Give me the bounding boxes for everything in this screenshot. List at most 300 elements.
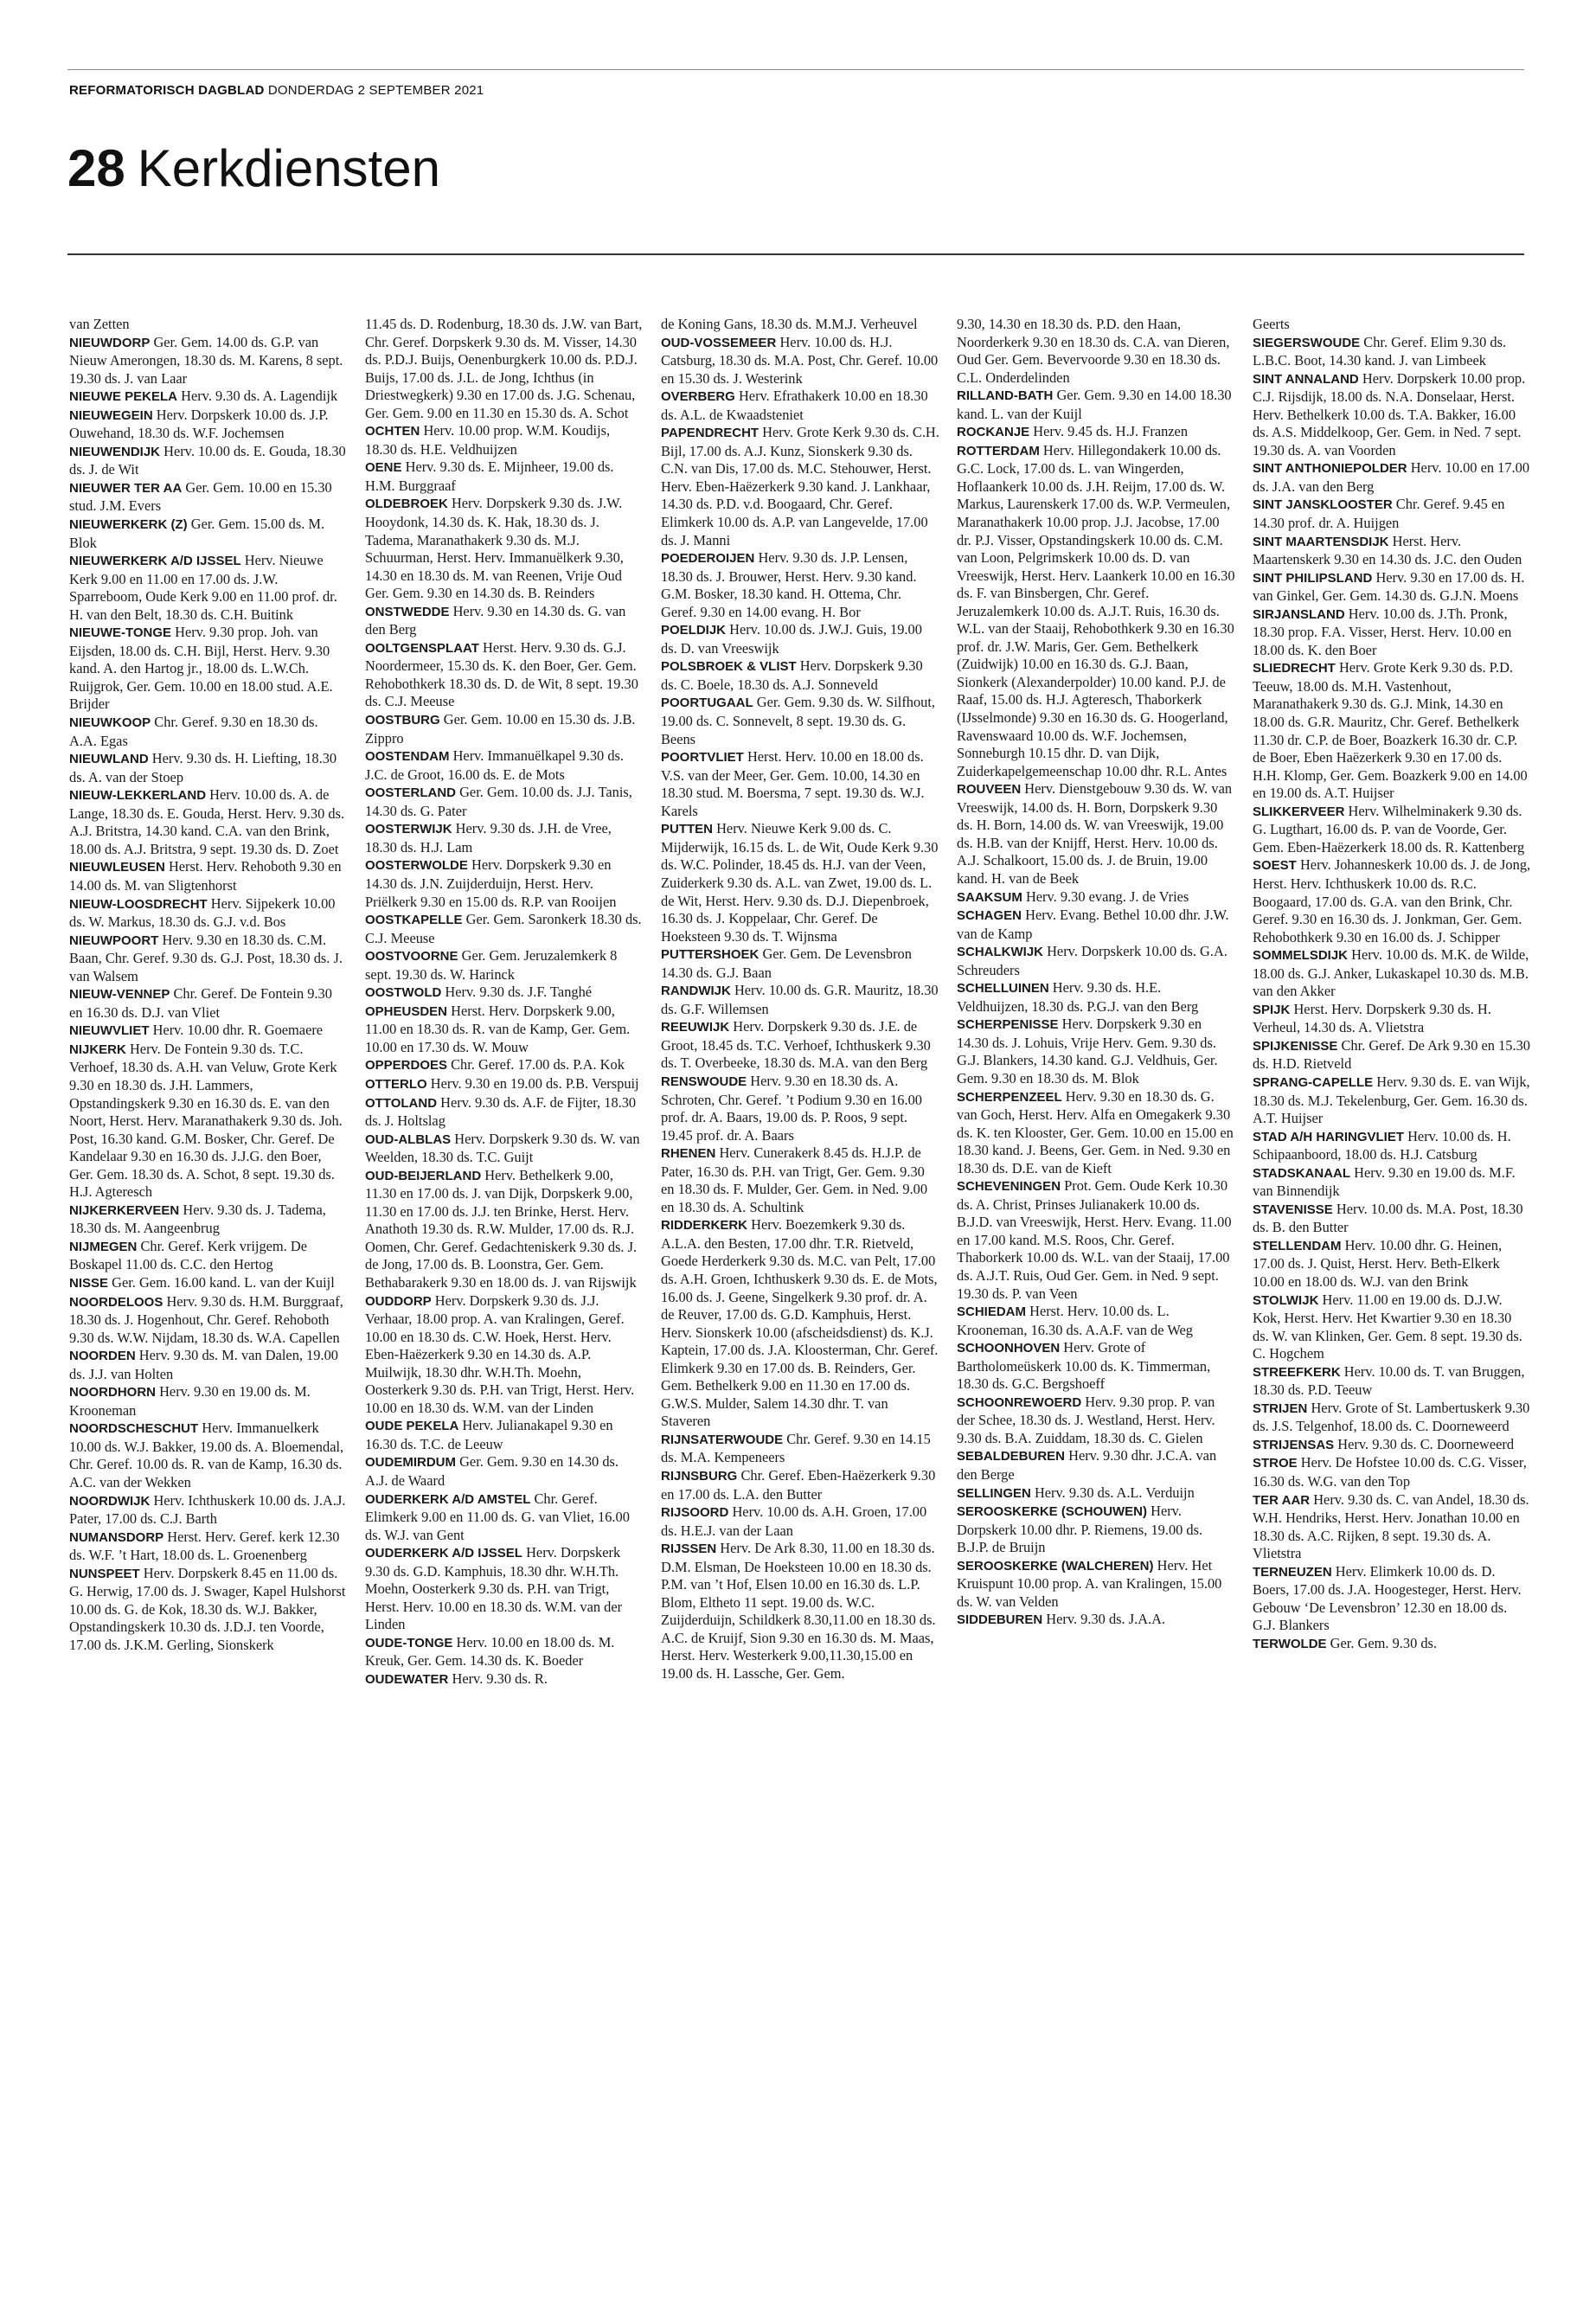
service-details: Ger. Gem. 9.30 en 14.30 ds. A.J. de Waard [365, 1453, 619, 1489]
service-details: Herv. 9.30 ds. R. [448, 1670, 548, 1688]
service-entry [365, 422, 644, 458]
service-entry [69, 1347, 348, 1383]
service-entry [957, 1177, 1235, 1303]
service-details: Chr. Geref. 9.30 en 18.30 ds. A.A. Egas [69, 714, 318, 749]
service-details: Herv. 10.00 dhr. R. Goemaere [149, 1022, 324, 1039]
place-name: NOORDHORN [69, 1385, 156, 1400]
service-details: Herv. 9.45 ds. H.J. Franzen [1029, 423, 1189, 440]
service-details: Herv. 9.30 ds. H.E. Veldhuijzen, 18.30 ds. P.G.J. van den Berg [957, 979, 1199, 1015]
service-entry [1253, 1292, 1531, 1363]
service-entry [69, 932, 348, 986]
service-entry [1253, 569, 1531, 606]
place-name: POEDEROIJEN [661, 551, 755, 567]
service-details: Ger. Gem. Jeruzalemkerk 8 sept. 19.30 ds. W. Harinck [365, 947, 618, 983]
service-entry [365, 820, 644, 856]
service-details: Herv. Grote of St. Lambertuskerk 9.30 ds. J.S. Telgenhof, 18.00 ds. C. Doorneweerd [1253, 1399, 1530, 1435]
service-details: Herv. 9.30 en 18.30 ds. G. van Goch, Herst. Herv. Alfa en Omegakerk 9.30 ds. K. ten Klooster, Ger. Gem. 10.00 en 15.00 en 18.30 kand. J. Beens, Ger. Gem. in Ned. 9.30 en 18.30 ds. D.E. van de Kieft [957, 1087, 1234, 1176]
place-name: NIEUW-LEKKERLAND [69, 788, 207, 804]
service-entry [69, 552, 348, 624]
service-entry [661, 748, 939, 820]
service-details: Herv. Cunerakerk 8.45 ds. H.J.P. de Pater, 16.30 ds. P.H. van Trigt, Ger. Gem. 9.30 en 18.30 ds. F. Mulder, Ger. Gem. in Ned. 9.00 en 18.30 ds. A. Schultink [661, 1144, 928, 1215]
place-name: OPHEUSDEN [365, 1003, 448, 1019]
place-name: ONSTWEDDE [365, 604, 450, 619]
place-name: NIEUW-LOOSDRECHT [69, 896, 208, 912]
service-entry [1253, 1237, 1531, 1292]
service-details: Herv. 9.30 ds. E. Mijnheer, 19.00 ds. H.M. Burggraaf [365, 458, 614, 494]
place-name: OOSTKAPELLE [365, 913, 463, 928]
place-name: OTTERLO [365, 1076, 427, 1092]
place-name: RANDWIJK [661, 984, 731, 999]
service-entry [957, 423, 1235, 442]
service-entry [365, 784, 644, 820]
place-name: SIEGERSWOUDE [1253, 335, 1361, 350]
place-name: STAD A/H HARINGVLIET [1253, 1129, 1404, 1144]
service-entry [365, 856, 644, 911]
service-details: Herv. Julianakapel 9.30 en 16.30 ds. T.C. de Leeuw [365, 1417, 613, 1452]
service-details: Chr. Geref. De Fontein 9.30 en 16.30 ds. D.J. van Vliet [69, 985, 332, 1021]
service-details: Herv. Bethelkerk 9.00, 11.30 en 17.00 ds. J. van Dijk, Dorpskerk 9.00, 11.30 en 17.00 ds. J.J. ten Brinke, Herst. Herv. Anathoth 19.30 ds. R.W. Mulder, 17.00 ds. R.J. Oomen, Chr. Geref. Gedachteniskerk 9.30 ds. J. de Jong, 17.00 ds. B. Loonstra, Ger. Gem. Bethabarakerk 9.30 en 18.00 ds. J. van Rijswijk [365, 1166, 638, 1291]
service-details: Herv. 11.00 en 19.00 ds. D.J.W. Kok, Herst. Herv. Het Kwartier 9.30 en 18.30 ds. W. van Klinken, Ger. Gem. 8 sept. 19.30 ds. C. Hogchem [1253, 1291, 1522, 1362]
place-name: NIEUWVLIET [69, 1023, 150, 1039]
place-name: OOSTERWIJK [365, 822, 452, 837]
service-details: Ger. Gem. 14.00 ds. G.P. van Nieuw Amerongen, 18.30 ds. M. Karens, 8 sept. 19.30 ds. J. van Laar [69, 333, 343, 387]
service-details: Herv. 10.00 ds. J.Th. Pronk, 18.30 prop. F.A. Visser, Herst. Herv. 10.00 en 18.00 ds. K. den Boer [1253, 605, 1512, 658]
service-details: Herv. 10.00 ds. E. Gouda, 18.30 ds. J. de Wit [69, 442, 346, 478]
service-entry [1253, 1037, 1531, 1074]
service-details: Herv. 10.00 ds. A. de Lange, 18.30 ds. E. Gouda, Herst. Herv. 9.30 ds. A.J. Britstra, 14.30 kand. C.A. van den Brink, 18.00 ds. A.J. Britstra, 9 sept. 19.30 ds. D. Zoet [69, 786, 345, 857]
service-details: de Koning Gans, 18.30 ds. M.M.J. Verheuvel [661, 316, 918, 332]
place-name: SCHALKWIJK [957, 945, 1043, 960]
service-details: Herv. 9.30 ds. H.M. Burggraaf, 18.30 ds. J. Hogenhout, Chr. Geref. Rehoboth 9.30 ds. W.W. Nijdam, 18.30 ds. W.A. Capellen [69, 1292, 343, 1346]
service-entry [365, 458, 644, 495]
service-details: Chr. Geref. Elimkerk 9.00 en 11.00 ds. G. van Vliet, 16.00 ds. W.J. van Gent [365, 1490, 630, 1543]
place-name: SINT MAARTENSDIJK [1253, 534, 1389, 549]
service-entry [69, 1274, 348, 1293]
service-details: Herv. 9.30 ds. A. Lagendijk [177, 388, 338, 405]
place-name: STREEFKERK [1253, 1364, 1341, 1380]
place-name: SELLINGEN [957, 1485, 1031, 1501]
service-entry [69, 895, 348, 932]
service-details: Chr. Geref. Elim 9.30 ds. L.B.C. Boot, 14.30 kand. J. van Limbeek [1253, 333, 1507, 369]
service-details: Herv. 10.00 ds. J.W.J. Guis, 19.00 ds. D. van Vreeswijk [661, 621, 922, 657]
place-name: SLIEDRECHT [1253, 661, 1336, 676]
place-name: OENE [365, 460, 402, 476]
service-entry [957, 1557, 1235, 1612]
service-details: Herv. 10.00 ds. M.K. de Wilde, 18.00 ds. G.J. Anker, Lukaskapel 10.30 ds. M.B. van den Akker [1253, 946, 1529, 1000]
place-name: NOORDWIJK [69, 1493, 151, 1509]
section-title: Kerkdiensten [137, 139, 440, 197]
service-details: Herv. 9.30 prop. Joh. van Eijsden, 18.00 ds. C.H. Bijl, Herst. Herv. 9.30 kand. A. den Hartog jr., 18.00 ds. L.W.Ch. Ruijgrok, Ger. Gem. 10.00 en 18.00 stud. A.E. Brijder [69, 624, 333, 713]
service-entry [957, 442, 1235, 780]
place-name: OUD-BEIJERLAND [365, 1168, 482, 1183]
service-entry [365, 947, 644, 984]
service-entry [661, 945, 939, 982]
service-entry [1253, 803, 1531, 857]
service-details: Chr. Geref. 9.30 en 14.15 ds. M.A. Kempeneers [661, 1430, 931, 1466]
service-details: Herst. Herv. 10.00 en 18.00 ds. V.S. van der Meer, Ger. Gem. 10.00, 14.30 en 18.30 stud. M. Boersma, 7 sept. 19.30 ds. W.J. Karels [661, 748, 925, 819]
place-name: RIJSSEN [661, 1541, 717, 1557]
place-name: TER AAR [1253, 1492, 1311, 1508]
service-entry [661, 334, 939, 388]
column-2 [365, 316, 644, 2279]
service-details: Ger. Gem. Saronkerk 18.30 ds. C.J. Meeuse [365, 911, 642, 946]
service-entry [1253, 606, 1531, 660]
service-details: Ger. Gem. 10.00 ds. J.J. Tanis, 14.30 ds. G. Pater [365, 784, 632, 819]
service-entry [661, 982, 939, 1018]
page-heading [67, 138, 440, 199]
service-details: Herv. De Ark 8.30, 11.00 en 18.30 ds. D.M. Elsman, De Hoeksteen 10.00 en 18.30 ds. P.M. van ’t Hof, Elsen 10.00 en 16.30 ds. L.P. Blom, Eltheto 11 sept. 19.00 ds. W.C. Zuijderduijn, Schildkerk 8.30,11.00 en 18.30 ds. A.C. de Kruijf, Sion 9.30 en 16.30 ds. M. Maas, Herst. Herv. Westerkerk 9.00,11.30,15.00 en 19.00 ds. H. Lassche, Ger. Gem. [661, 1540, 936, 1682]
service-entry [69, 479, 348, 516]
place-name: STAVENISSE [1253, 1202, 1333, 1217]
place-name: OUDE-TONGE [365, 1635, 453, 1650]
service-details: Herv. 9.30 ds. M. van Dalen, 19.00 ds. J.J. van Holten [69, 1347, 338, 1382]
service-details: Herv. Dorpskerk 9.30 ds. W. van Weelden, 18.30 ds. T.C. Guijt [365, 1130, 640, 1166]
place-name: SCHOONHOVEN [957, 1341, 1061, 1356]
service-entry [1253, 370, 1531, 460]
service-entry [661, 694, 939, 748]
service-entry [661, 424, 939, 549]
place-name: OTTOLAND [365, 1095, 438, 1111]
service-entry [69, 443, 348, 479]
service-details: Herv. Hillegondakerk 10.00 ds. G.C. Lock, 17.00 ds. L. van Wingerden, Hoflaankerk 10.00 ds. J.H. Reijm, 17.00 ds. W. Markus, Laurenskerk 17.00 ds. W.P. Vermeulen, Maranathakerk 10.00 prop. J.J. Jacobse, 17.00 dr. P.J. Visser, Opstandingskerk 10.00 ds. C.M. van Loon, Pelgrimskerk 10.00 ds. D. van Vreeswijk, Herst. Herv. Laankerk 10.00 en 16.30 ds. F. van Binsbergen, Chr. Geref. Jeruzalemkerk 10.00 ds. A.J.T. Ruis, 16.30 ds. W.L. van der Staaij, Rehobothkerk 9.30 en 16.30 prof. dr. J.W. Maris, Ger. Gem. Bethelkerk (Zuidwijk) 10.00 en 16.30 ds. G.J. Baan, Sionkerk (Alexanderpolder) 10.00 kand. P.J. de Raaf, 15.00 ds. H.J. Agteresch, Thaborkerk (IJsselmonde) 9.30 en 16.30 ds. G. Hoogerland, Ravenswaard 10.00 ds. W.F. Jochemsen, Sonneburgh 10.15 dhr. D. van Dijk, Zuiderkapelgemeenschap 10.00 dhr. R.L. Antes [957, 441, 1235, 779]
place-name: PAPENDRECHT [661, 426, 760, 441]
place-name: OOSTERLAND [365, 785, 456, 801]
service-entry [69, 334, 348, 388]
place-name: NIEUWENDIJK [69, 444, 161, 459]
place-name: OVERBERG [661, 389, 735, 405]
service-entry [661, 621, 939, 657]
service-entry [69, 714, 348, 750]
place-name: SPIJK [1253, 1002, 1291, 1017]
service-details: Herv. Dorpskerk 9.30 en 14.30 ds. J. Lohuis, Vrije Herv. Gem. 9.30 ds. G.J. Blankers, 14.30 kand. G.J. Veldhuis, Ger. Gem. 9.30 en 18.30 ds. M. Blok [957, 1016, 1218, 1086]
place-name: STRIJENSAS [1253, 1437, 1335, 1452]
service-entry [661, 1073, 939, 1144]
service-details: Herv. 10.00 ds. H. Schipaanboord, 18.00 ds. H.J. Catsburg [1253, 1127, 1511, 1163]
place-name: SOMMELSDIJK [1253, 948, 1349, 964]
place-name: POELDIJK [661, 623, 727, 638]
service-details: Herv. 9.30 en 19.00 ds. M.F. van Binnendijk [1253, 1163, 1516, 1200]
service-entry [365, 1453, 644, 1490]
service-details: Ger. Gem. 10.00 en 15.30 ds. J.B. Zippro [365, 711, 636, 747]
service-entry [69, 1529, 348, 1565]
service-entry [69, 1238, 348, 1274]
place-name: TERWOLDE [1253, 1636, 1327, 1651]
place-name: NOORDELOOS [69, 1294, 163, 1310]
place-name: NIEUWER TER AA [69, 480, 183, 496]
service-details: Herv. 9.30 evang. J. de Vries [1022, 888, 1189, 905]
place-name: OLDEBROEK [365, 497, 448, 512]
service-details: Herv. 9.30 ds. J.H. de Vree, 18.30 ds. H.J. Lam [365, 820, 612, 856]
service-details: Herv. Elimkerk 10.00 ds. D. Boers, 17.00 ds. J.A. Hoogesteger, Herst. Herv. Gebouw ‘De Levensbron’ 12.30 en 18.00 ds. G.J. Blankers [1253, 1562, 1522, 1634]
service-details: Herv. 9.30 en 19.00 ds. M. Krooneman [69, 1383, 311, 1419]
top-rule [67, 69, 1524, 70]
place-name: RILLAND-BATH [957, 388, 1054, 404]
service-details: Herv. Evang. Bethel 10.00 dhr. J.W. van de Kamp [957, 907, 1229, 942]
heading-rule [67, 253, 1524, 255]
place-name: RIDDERKERK [661, 1218, 748, 1234]
place-name: SPIJKENISSE [1253, 1038, 1338, 1054]
place-name: SCHOONREWOERD [957, 1394, 1082, 1410]
service-details: Herv. 9.30 en 17.00 ds. H. van Ginkel, Ger. Gem. 14.30 ds. G.J.N. Moens [1253, 568, 1525, 605]
service-entry [69, 786, 348, 858]
place-name: NISSE [69, 1275, 109, 1291]
service-entry [957, 1303, 1235, 1339]
service-entry [661, 1144, 939, 1216]
service-details: Herv. Grote of Bartholomeüskerk 10.00 ds. K. Timmerman, 18.30 ds. G.C. Bergshoeff [957, 1339, 1211, 1393]
service-entry [661, 657, 939, 694]
place-name: SCHIEDAM [957, 1304, 1027, 1320]
service-entry [957, 1503, 1235, 1557]
service-details: Ger. Gem. De Levensbron 14.30 ds. G.J. Baan [661, 945, 912, 981]
service-entry [1253, 1001, 1531, 1037]
service-entry [69, 1383, 348, 1420]
place-name: NIEUWERKERK A/D IJSSEL [69, 554, 241, 569]
place-name: NIEUWPOORT [69, 933, 159, 948]
service-entry [365, 1490, 644, 1545]
service-details: Herv. Dienstgebouw 9.30 ds. W. van Vreeswijk, 14.00 ds. H. Born, Dorpskerk 9.30 ds. H. Born, 14.00 ds. W. van Vreeswijk, 19.00 ds. H.B. van der Knijff, Herst. Herv. 10.00 ds. A.J. Schalkoort, 15.00 ds. J. de Bruin, 19.00 kand. H. van de Beek [957, 780, 1233, 887]
service-details: Herv. 9.30 dhr. J.C.A. van den Berge [957, 1447, 1217, 1483]
column-3 [661, 316, 939, 2279]
service-entry [1253, 659, 1531, 802]
service-details: Herv. Dorpskerk 9.30 ds. C. Boele, 18.30 ds. A.J. Sonneveld [661, 657, 923, 693]
service-details: Herv. 9.30 ds. C. Doorneweerd [1334, 1435, 1515, 1452]
service-details: Herv. 10.00 ds. T. van Bruggen, 18.30 ds. P.D. Teeuw [1253, 1362, 1525, 1399]
service-entry [69, 1565, 348, 1655]
place-name: NOORDSCHESCHUT [69, 1421, 199, 1437]
place-name: OUD-VOSSEMEER [661, 335, 777, 350]
service-details: Herv. 10.00 dhr. G. Heinen, 17.00 ds. J. Quist, Herst. Herv. Beth-Elkerk 10.00 en 18.00 ds. W.J. van den Brink [1253, 1236, 1503, 1290]
service-details: Herv. Dorpskerk 8.45 en 11.00 ds. G. Herwig, 17.00 ds. J. Swager, Kapel Hulshorst 10.00 ds. G. de Kok, 18.30 ds. W.J. Bakker, Opstandingskerk 10.30 ds. J.D.J. ten Voorde, 17.00 ds. J.K.M. Gerling, Sionskerk [69, 1564, 346, 1653]
service-details: Herv. Efrathakerk 10.00 en 18.30 ds. A.L. de Kwaadsteniet [661, 388, 928, 423]
place-name: OUDDORP [365, 1293, 432, 1309]
place-name: STADSKANAAL [1253, 1165, 1351, 1181]
place-name: NIEUWE PEKELA [69, 389, 178, 405]
service-details: 9.30, 14.30 en 18.30 ds. P.D. den Haan, Noorderkerk 9.30 en 18.30 ds. C.A. van Dieren, Oud Ger. Gem. Bevervoorde 9.30 en 18.30 ds. C.L. Onderdelinden [957, 316, 1230, 386]
service-details: Herv. Ichthuskerk 10.00 ds. J.A.J. Pater, 17.00 ds. C.J. Barth [69, 1491, 346, 1528]
service-entry [957, 1611, 1235, 1630]
service-details: Chr. Geref. 17.00 ds. P.A. Kok [447, 1056, 625, 1074]
service-entry [957, 1394, 1235, 1448]
service-entry [957, 907, 1235, 943]
place-name: SIDDEBUREN [957, 1612, 1043, 1628]
place-name: OOLTGENSPLAAT [365, 640, 479, 656]
service-details: Herv. 10.00 prop. W.M. Koudijs, 18.30 ds. H.E. Veldhuijzen [365, 422, 611, 458]
service-details: Herv. Nieuwe Kerk 9.00 ds. C. Mijderwijk, 16.15 ds. L. de Wit, Oude Kerk 9.30 ds. W.C. Polinder, 18.45 ds. H.J. van der Veen, Zuiderkerk 9.30 ds. A.L. van Zwet, 19.00 ds. L. de Wit, Herst. Herv. 9.30 ds. D.J. Diepenbroek, 16.30 ds. J. Koppelaar, Chr. Geref. De Hoeksteen 9.30 ds. T. Wijnsma [661, 820, 939, 945]
service-details: Herst. Herv. Dorpskerk 9.00, 11.00 en 18.30 ds. R. van de Kamp, Ger. Gem. 10.00 en 17.30 ds. W. Mouw [365, 1002, 631, 1055]
service-details: Herv. Dorpskerk 10.00 ds. G.A. Schreuders [957, 943, 1227, 978]
service-entry [957, 888, 1235, 907]
place-name: RENSWOUDE [661, 1074, 747, 1089]
service-entry [69, 1420, 348, 1491]
place-name: NIEUWLEUSEN [69, 860, 165, 875]
service-entry [957, 387, 1235, 423]
service-details: Ger. Gem. 9.30 ds. W. Silfhout, 19.00 ds. C. Sonnevelt, 8 sept. 19.30 ds. G. Beens [661, 694, 936, 747]
service-details: Herv. 9.30 ds. J. Tadema, 18.30 ds. M. Aangeenbrug [69, 1201, 326, 1237]
service-details: Herv. Het Kruispunt 10.00 prop. A. van Kralingen, 15.00 ds. W. van Velden [957, 1556, 1222, 1610]
place-name: SOEST [1253, 858, 1297, 874]
service-details: Herst. Herv. Maartenskerk 9.30 en 14.30 ds. J.C. den Ouden [1253, 532, 1522, 568]
place-name: OOSTENDAM [365, 749, 450, 765]
service-details: Herv. 10.00 en 18.00 ds. M. Kreuk, Ger. Gem. 14.30 ds. K. Boeder [365, 1633, 615, 1670]
place-name: NIJKERKERVEEN [69, 1202, 180, 1218]
service-details: Herv. Dorpskerk 10.00 ds. J.P. Ouwehand, 18.30 ds. W.F. Jochemsen [69, 406, 329, 442]
service-details: Herv. Dorpskerk 10.00 prop. C.J. Rijsdijk, 18.00 ds. N.A. Donselaar, Herst. Herv. Bethelkerk 10.00 ds. T.A. Bakker, 16.00 ds. A.S. Middelkoop, Ger. Gem. in Ned. 7 sept. 19.30 ds. A. van Voorden [1253, 369, 1526, 458]
place-name: NOORDEN [69, 1349, 136, 1364]
service-details: Herv. 9.30 ds. A.L. Verduijn [1030, 1484, 1195, 1501]
place-name: RIJNSBURG [661, 1469, 738, 1484]
place-name: NUMANSDORP [69, 1529, 164, 1545]
service-entry [69, 407, 348, 443]
service-entry [1253, 316, 1531, 334]
service-entry [1253, 1436, 1531, 1455]
place-name: OUDEWATER [365, 1672, 449, 1688]
place-name: ROUVEEN [957, 782, 1022, 798]
service-details: Herv. 10.00 ds. G.R. Mauritz, 18.30 ds. G.F. Willemsen [661, 982, 939, 1017]
place-name: STROE [1253, 1456, 1298, 1471]
service-details: Herv. 9.30 en 19.00 ds. P.B. Verspuij [426, 1074, 639, 1092]
place-name: NIEUWLAND [69, 752, 149, 767]
place-name: SEROOSKERKE (SCHOUWEN) [957, 1504, 1148, 1520]
service-entry [1253, 1363, 1531, 1400]
service-entry [661, 388, 939, 424]
place-name: NIJMEGEN [69, 1239, 138, 1254]
service-details: Herv. 9.30 ds. E. van Wijk, 18.30 ds. M.J. Tekelenburg, Ger. Gem. 16.30 ds. A.T. Huijser [1253, 1073, 1530, 1127]
service-entry [957, 979, 1235, 1016]
service-details: Chr. Geref. Eben-Haëzerkerk 9.30 en 17.00 ds. L.A. den Butter [661, 1467, 936, 1503]
place-name: RHENEN [661, 1146, 716, 1162]
place-name: ROTTERDAM [957, 443, 1040, 458]
service-entry [69, 1022, 348, 1041]
place-name: OUD-ALBLAS [365, 1131, 452, 1147]
service-entry [69, 316, 348, 334]
service-entry [1253, 1164, 1531, 1201]
place-name: SEBALDEBUREN [957, 1449, 1066, 1465]
service-details: Herv. 9.30 prop. P. van der Schee, 18.30 ds. J. Westland, Herst. Herv. 9.30 ds. B.A. Zuiddam, 18.30 ds. C. Gielen [957, 1393, 1215, 1446]
service-entry [365, 639, 644, 711]
service-entry [365, 1670, 644, 1689]
place-name: OCHTEN [365, 424, 420, 439]
service-details: Herv. Sijpekerk 10.00 ds. W. Markus, 18.30 ds. G.J. v.d. Bos [69, 894, 336, 931]
service-entry [661, 1540, 939, 1682]
place-name: OOSTERWOLDE [365, 858, 468, 874]
service-details: Herst. Herv. Rehoboth 9.30 en 14.00 ds. M. van Sligtenhorst [69, 858, 342, 894]
service-details: Ger. Gem. 10.00 en 15.30 stud. J.M. Evers [69, 478, 332, 515]
service-entry [365, 1075, 644, 1094]
service-details: Herv. De Fontein 9.30 ds. T.C. Verhoef, 18.30 ds. A.H. van Veluw, Grote Kerk 9.30 en 18.30 ds. J.H. Lammers, Opstandingskerk 9.30 en 16.30 ds. E. van den Noort, Herst. Herv. Maranathakerk 9.30 ds. Joh. Post, 16.30 kand. G.M. Bosker, Chr. Geref. De Kandelaar 9.30 en 16.30 ds. J.J.G. den Boer, Ger. Gem. 18.30 ds. A. Schot, 8 sept. 19.30 ds. H.J. Agteresch [69, 1040, 343, 1201]
service-details: Herv. 9.30 en 14.30 ds. G. van den Berg [365, 602, 626, 638]
service-details: Herv. 9.30 en 18.30 ds. C.M. Baan, Chr. Geref. 9.30 ds. G.J. Post, 18.30 ds. J. van Walsem [69, 931, 343, 984]
service-details: Herv. Johanneskerk 10.00 ds. J. de Jong, Herst. Herv. Ichthuskerk 10.00 ds. R.C. Boogaard, 17.00 ds. G.A. van den Brink, Chr. Geref. 9.30 en 16.30 ds. J. Jonkman, Ger. Gem. Rehobothkerk 9.30 en 16.00 ds. J. Schipper [1253, 856, 1531, 945]
masthead [69, 83, 484, 98]
service-entry [1253, 1491, 1531, 1563]
place-name: OOSTBURG [365, 713, 440, 728]
service-details: van Zetten [69, 316, 130, 332]
service-entry [69, 750, 348, 786]
place-name: SINT ANTHONIEPOLDER [1253, 461, 1407, 477]
service-details: 11.45 ds. D. Rodenburg, 18.30 ds. J.W. van Bart, Chr. Geref. Dorpskerk 9.30 ds. M. Visser, 14.30 ds. P.D.J. Buijs, Oenenburgkerk 10.00 ds. P.D.J. Buijs, 17.00 ds. J.L. de Jong, Ichthus (in Driestwegkerk) 9.30 en 17.00 ds. J.G. Schenau, Ger. Gem. 9.00 en 11.30 en 15.30 ds. A. Schot [365, 316, 643, 421]
place-name: RIJNSATERWOUDE [661, 1432, 784, 1447]
place-name: OUDERKERK A/D IJSSEL [365, 1546, 522, 1561]
service-details: Ger. Gem. 16.00 kand. L. van der Kuijl [108, 1273, 335, 1291]
service-details: Herv. 10.00 ds. M.A. Post, 18.30 ds. B. den Butter [1253, 1200, 1523, 1236]
service-entry [1253, 1400, 1531, 1436]
service-details: Herv. Nieuwe Kerk 9.00 en 11.00 en 17.00 ds. J.W. Sparreboom, Oude Kerk 9.00 en 11.00 prof. dr. H. van den Belt, 18.30 ds. C.H. Buitink [69, 552, 337, 623]
service-entry [365, 495, 644, 602]
service-entry [1253, 1201, 1531, 1237]
service-details: Ger. Gem. 9.30 ds. [1326, 1634, 1438, 1651]
service-details: Herv. Boezemkerk 9.30 ds. A.L.A. den Besten, 17.00 dhr. T.R. Rietveld, Goede Herderkerk 9.30 ds. M.C. van Pelt, 17.00 ds. A.H. Groen, Ichthuskerk 9.30 ds. E. de Mots, 16.00 ds. J. Geene, Singelkerk 9.30 prof. dr. A. de Reuver, 17.00 ds. G.D. Kamphuis, Herst. Herv. Sionskerk 10.00 (afscheidsdienst) ds. K.J. Kaptein, 17.00 ds. J.A. Kloosterman, Chr. Geref. Elimkerk 9.30 en 17.00 ds. B. Reinders, Ger. Gem. Bethelkerk 9.00 en 11.30 en 17.00 ds. G.W.S. Mulder, Salem 14.30 dhr. T. van Staveren [661, 1216, 939, 1430]
service-details: Herv. 9.30 ds. A.F. de Fijter, 18.30 ds. J. Holtslag [365, 1093, 637, 1130]
service-details: Herv. 9.30 ds. H. Liefting, 18.30 ds. A. van der Stoep [69, 750, 337, 785]
place-name: SINT JANSKLOOSTER [1253, 497, 1393, 513]
service-details: Herv. Dorpskerk 9.30 en 14.30 ds. J.N. Zuijderduijn, Herst. Herv. Priëlkerk 9.30 en 15.00 ds. R.P. van Rooijen [365, 856, 617, 910]
service-entry [1253, 533, 1531, 569]
service-details: Herv. 10.00 ds. A.H. Groen, 17.00 ds. H.E.J. van der Laan [661, 1503, 927, 1539]
place-name: PUTTEN [661, 822, 713, 837]
service-entry [1253, 1563, 1531, 1635]
place-name: OUDE PEKELA [365, 1419, 459, 1434]
service-details: Herv. Immanuelkerk 10.00 ds. W.J. Bakker, 19.00 ds. A. Bloemendal, Chr. Geref. 10.00 ds. R. van de Kamp, 16.30 ds. A.C. van der Wekken [69, 1420, 344, 1490]
place-name: REEUWIJK [661, 1020, 730, 1035]
place-name: STOLWIJK [1253, 1292, 1319, 1308]
service-entry [365, 1292, 644, 1418]
service-details: Herv. 10.00 ds. H.J. Catsburg, 18.30 ds. M.A. Post, Chr. Geref. 10.00 en 15.30 ds. J. Westerink [661, 333, 939, 387]
service-entry [661, 1503, 939, 1540]
service-entry [661, 1216, 939, 1431]
service-entry [365, 711, 644, 747]
service-details: Chr. Geref. Kerk vrijgem. De Boskapel 11.00 ds. C.C. den Hertog [69, 1237, 307, 1273]
service-entry [661, 820, 939, 945]
service-entry [365, 1131, 644, 1167]
service-entry [69, 388, 348, 407]
service-details: Herv. 9.30 ds. J.A.A. [1042, 1611, 1166, 1628]
page-number: 28 [67, 139, 125, 197]
place-name: OOSTVOORNE [365, 949, 458, 965]
service-entry [69, 1492, 348, 1529]
service-entry [365, 747, 644, 784]
service-entry [957, 1016, 1235, 1087]
service-details: Herv. Wilhelminakerk 9.30 ds. G. Lugthart, 16.00 ds. P. van de Voorde, Ger. Gem. Eben-Haëzerkerk 18.00 ds. R. Kattenberg [1253, 802, 1525, 856]
place-name: NUNSPEET [69, 1566, 140, 1581]
place-name: SIRJANSLAND [1253, 606, 1345, 622]
service-details: Herv. Grote Kerk 9.30 ds. P.D. Teeuw, 18.00 ds. M.H. Vastenhout, Maranathakerk 9.30 ds. G.J. Mink, 14.30 en 18.00 ds. G.R. Mauritz, Chr. Geref. Bethelkerk 11.30 dr. C.P. de Boer, Boazkerk 16.30 dr. C.P. de Boer, Eben Haëzerkerk 9.30 en 17.00 ds. H.H. Klomp, Ger. Gem. Boazkerk 9.00 en 14.00 en 19.00 ds. A.T. Huijser [1253, 659, 1528, 802]
place-name: POLSBROEK & VLIST [661, 659, 797, 675]
service-entry [1253, 856, 1531, 946]
service-entry [69, 1041, 348, 1202]
place-name: RIJSOORD [661, 1505, 729, 1521]
place-name: NIEUWEGEIN [69, 407, 153, 423]
service-details: Ger. Gem. 9.30 en 14.00 18.30 kand. L. van der Kuijl [957, 387, 1232, 422]
service-details: Herv. Dorpskerk 9.30 ds. J.J. Verhaar, 18.00 prop. A. van Kralingen, Geref. 10.00 en 18.30 ds. C.W. Hoek, Herst. Herv. Eben-Haëzerkerk 9.30 en 14.30 ds. A.P. Muilwijk, 18.30 dhr. W.H.Th. Moehn, Oosterkerk 9.30 ds. P.H. van Trigt, Herst. Herv. 10.00 en 18.30 ds. W.M. van der Linden [365, 1292, 635, 1416]
place-name: OOSTWOLD [365, 985, 442, 1001]
place-name: SINT ANNALAND [1253, 371, 1359, 387]
place-name: SPRANG-CAPELLE [1253, 1074, 1374, 1090]
place-name: NIEUW-VENNEP [69, 987, 170, 1003]
place-name: SINT PHILIPSLAND [1253, 570, 1373, 586]
service-details: Herst. Herv. 9.30 ds. G.J. Noordermeer, 15.30 ds. K. den Boer, Ger. Gem. Rehobothkerk 18.30 ds. D. de Wit, 8 sept. 19.30 ds. C.J. Meeuse [365, 638, 638, 710]
service-entry [1253, 459, 1531, 496]
service-entry [69, 516, 348, 552]
place-name: OUDERKERK A/D AMSTEL [365, 1491, 531, 1507]
service-entry [1253, 1128, 1531, 1164]
service-entry [1253, 1074, 1531, 1128]
issue-date: DONDERDAG 2 SEPTEMBER 2021 [267, 83, 484, 98]
service-details: Herv. Dorpskerk 10.00 dhr. P. Riemens, 19.00 ds. B.J.P. de Bruijn [957, 1503, 1203, 1556]
service-entry [957, 1088, 1235, 1178]
service-details: Herst. Herv. Geref. kerk 12.30 ds. W.F. ’t Hart, 18.00 ds. L. Groenenberg [69, 1528, 340, 1564]
service-entry [1253, 946, 1531, 1001]
place-name: SCHERPENZEEL [957, 1089, 1062, 1105]
